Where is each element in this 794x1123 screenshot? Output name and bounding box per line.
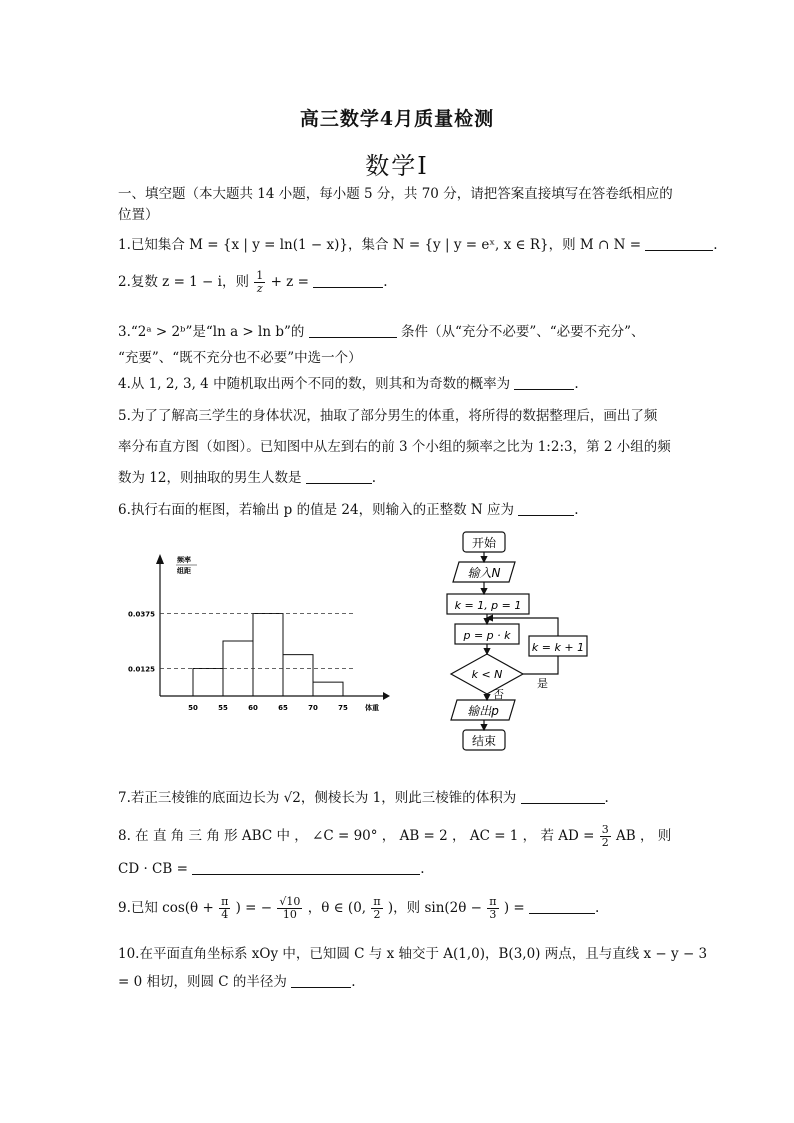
x-tick-label: 60 (248, 704, 258, 712)
flow-end-text: 结束 (471, 734, 497, 748)
x-tick-label: 55 (218, 704, 228, 712)
flow-no-label: 否 (493, 688, 504, 701)
question-2: 2.复数 z = 1 − i，则 $\frac{1}{z}$ + z = . (118, 269, 388, 295)
x-tick-label: 70 (308, 704, 318, 712)
question-6: 6.执行右面的框图，若输出 p 的值是 24，则输入的正整数 N 应为 . (118, 502, 579, 518)
fraction: $\frac{\pi}{3}$ (489, 895, 497, 921)
x-tick-label: 65 (278, 704, 288, 712)
answer-blank-6[interactable] (518, 501, 574, 516)
question-9: 9.已知 cos(θ + $\frac{\pi}{4}$ ) = − $\frac{√10}{10}$ ，θ ∈ (0, $\frac{\pi}{2}$ )，则 sin(2θ − $\frac{\pi}{3}$ ) = . (118, 895, 600, 921)
x-axis-label: 体重 (365, 704, 379, 712)
answer-blank-3[interactable] (309, 323, 397, 338)
fraction: $\frac{1}{z}$ (256, 269, 264, 295)
answer-blank-10[interactable] (291, 973, 351, 988)
fraction: $\frac{3}{2}$ (601, 823, 609, 849)
question-8-cont: CD · CB = . (118, 861, 425, 877)
y-tick-label: 0.0375 (127, 610, 155, 619)
flow-yes-label: 是 (537, 677, 548, 690)
question-7: 7.若正三棱锥的底面边长为 √2，侧棱长为 1，则此三棱锥的体积为 . (118, 790, 609, 806)
answer-blank-5[interactable] (306, 469, 372, 484)
question-3-cont: “充要”、“既不充分也不必要”中选一个） (118, 350, 362, 366)
question-10-cont: = 0 相切，则圆 C 的半径为 . (118, 974, 356, 990)
fraction: $\frac{\pi}{4}$ (221, 895, 229, 921)
section-heading-cont: 位置） (118, 207, 159, 223)
histogram-axes (156, 554, 390, 700)
answer-blank-9[interactable] (529, 899, 595, 914)
answer-blank-2[interactable] (313, 273, 383, 288)
question-1: 1.已知集合 M = {x | y = ln(1 − x)}，集合 N = {y | y = eˣ, x ∈ R}，则 M ∩ N = . (118, 237, 718, 253)
question-10: 10.在平面直角坐标系 xOy 中，已知圆 C 与 x 轴交于 A(1,0)，B(3,0) 两点，且与直线 x − y − 3 (118, 946, 708, 962)
y-axis-label-bottom: 组距 (177, 567, 191, 575)
question-4: 4.从 1, 2, 3, 4 中随机取出两个不同的数，则其和为奇数的概率为 . (118, 376, 579, 392)
histogram-bar (283, 655, 313, 696)
histogram-bar (253, 614, 283, 697)
answer-blank-4[interactable] (514, 375, 574, 390)
answer-blank-1[interactable] (645, 236, 713, 251)
answer-blank-7[interactable] (521, 789, 605, 804)
flow-input-text: 输入N (467, 566, 501, 580)
question-5: 5.为了了解高三学生的身体状况，抽取了部分男生的体重，将所得的数据整理后，画出了频 (118, 408, 658, 424)
histogram-bar (313, 682, 343, 696)
histogram-bar (193, 669, 223, 697)
fraction: $\frac{√10}{10}$ (279, 895, 301, 921)
flow-update-k-text: k = k + 1 (531, 641, 585, 654)
question-8: 8. 在 直 角 三 角 形 ABC 中 ， ∠C = 90° ， AB = 2 ， AC = 1 ， 若 AD = $\frac{3}{2}$ AB ， 则 (118, 823, 672, 849)
fraction: $\frac{\pi}{2}$ (373, 895, 381, 921)
question-5-cont2: 数为 12，则抽取的男生人数是 . (118, 470, 377, 486)
histogram-chart (127, 548, 390, 718)
flowchart (435, 528, 605, 758)
y-tick-label: 0.0125 (127, 665, 155, 674)
y-axis-label-top: 频率 (177, 556, 191, 564)
question-3: 3.“2ᵃ > 2ᵇ”是“ln a > ln b”的 条件（从“充分不必要”、“必要不充分”、 (118, 324, 645, 340)
x-tick-label: 50 (188, 704, 198, 712)
flow-condition-text: k < N (471, 668, 503, 681)
answer-blank-8[interactable] (192, 860, 420, 875)
x-tick-label: 75 (338, 704, 348, 712)
flow-start-text: 开始 (471, 536, 497, 550)
flow-init-text: k = 1, p = 1 (454, 599, 522, 612)
flow-output-text: 输出p (467, 704, 499, 718)
page-subtitle: 数学Ⅰ (365, 152, 429, 180)
page-title: 高三数学4月质量检测 (299, 108, 495, 130)
question-5-cont1: 率分布直方图（如图）。已知图中从左到右的前 3 个小组的频率之比为 1:2:3，第 2 小组的频 (118, 439, 671, 455)
flow-update-p-text: p = p · k (463, 629, 511, 642)
section-heading: 一、填空题（本大题共 14 小题，每小题 5 分，共 70 分，请把答案直接填写在答卷纸相应的 (118, 186, 673, 202)
